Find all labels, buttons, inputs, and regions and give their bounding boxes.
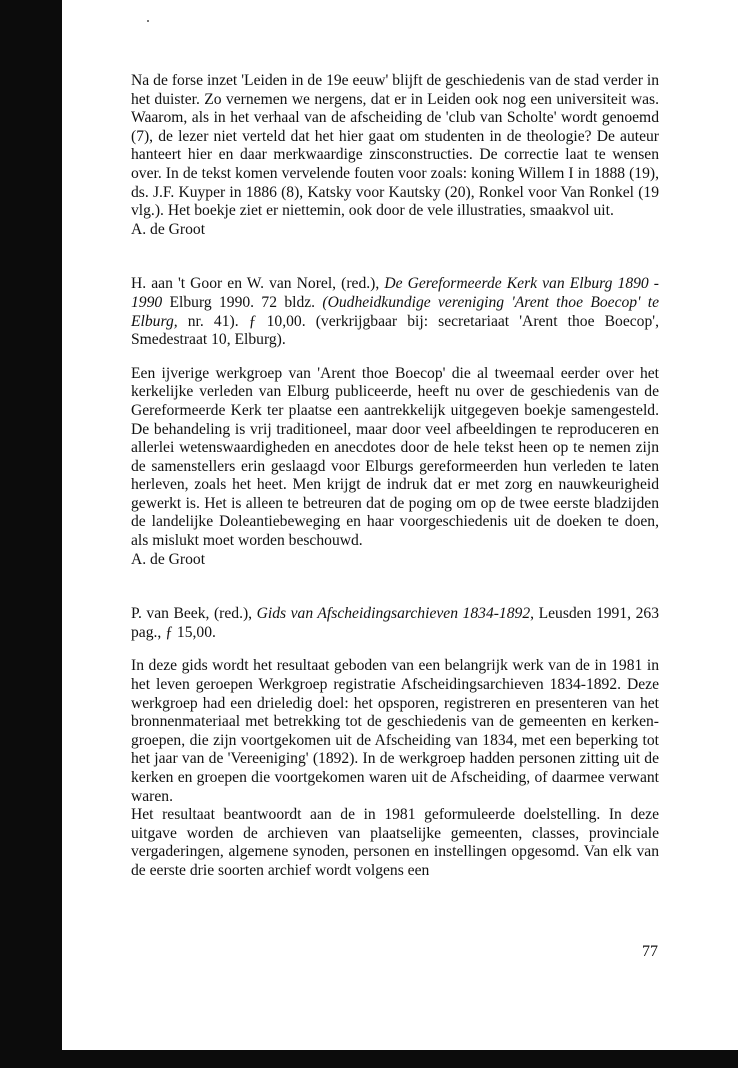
- reviewer-signature: A. de Groot: [131, 550, 206, 568]
- ref-authors: H. aan 't Goor en W. van Norel, (red.),: [131, 275, 385, 293]
- review-paragraph: Na de forse inzet 'Leiden in de 19e eeuw' blijft de geschiedenis van de stad verder in het duister. Zo vernemen we nergens, dat er in Leiden ook nog een universiteit was. Waarom, als in het verhaal van de afscheiding de 'club van Scholte' wordt genoemd (7), de lezer niet verteld dat het hier gaat om studenten in de theologie? De auteur hanteert hier en daar merkwaardige zinsconstructies. De correctie laat te wensen over. In de tekst komen vervelende fouten voor zoals: koning Willem I in 1888 (19), ds. J.F. Kuyper in 1886 (8), Katsky voor Kautsky (20), Ronkel voor Van Ronkel (19 vlg.). Het boekje ziet er niettemin, ook door de vele illustraties, smaakvol uit.: [131, 72, 659, 220]
- ref-authors: P. van Beek, (red.),: [131, 605, 257, 623]
- ref-series: (Oudheidkundige vereniging 'Arent thoe Boecop' te Elburg,: [131, 293, 659, 330]
- review-paragraph: Een ijverige werkgroep van 'Arent thoe Boecop' die al tweemaal eerder over het kerkelijke verleden van Elburg publiceerde, heeft nu over de geschiedenis van de Gereformeerde Kerk ter plaatse een aantrekkelijk uitgegeven boekje samengesteld. De behandeling is vrij traditioneel, maar door veel afbeeldingen te reproduceren en allerlei wetenswaardigheden en anecdotes door de hele tekst heen op te nemen zijn de samenstellers erin geslaagd voor Elburgs gereformeerden hun verleden te laten herleven, zoals het heet. Men krijgt de indruk dat er met zorg en nauwkeurigheid gewerkt is. Het is alleen te betreuren dat de poging om op de twee eerste bladzijden de landelijke Doleantiebeweging en haar voorgeschiedenis uit de doeken te doen, als mislukt moet worden beschouwd.: [131, 364, 659, 550]
- review-leiden: [131, 72, 659, 239]
- page-body: [131, 72, 659, 881]
- ref-title: Gids van Afscheidingsarchieven 1834-1892: [256, 605, 531, 623]
- review-paragraph-continued: Het resultaat beantwoordt aan de in 1981 geformuleerde doelstelling. In deze uitgave worden de archieven van plaatselijke gemeenten, classes, provinciale vergaderingen, algemene synoden, personen en instellingen opgesomd. Van elk van de eerste drie soorten archief wordt volgens een: [131, 806, 659, 879]
- book-reference: [131, 605, 659, 642]
- review-afscheiding: [131, 605, 659, 880]
- ref-details: , Leusden 1991, 263 pag., ƒ 15,00.: [131, 605, 659, 641]
- scan-speck: [147, 20, 149, 22]
- review-paragraph: In deze gids wordt het resultaat geboden van een belangrijk werk van de in 1981 in het leven geroepen Werkgroep registratie Afscheidingsarchieven 1834-1892. Deze werkgroep had een drieledig doel: het opsporen, registreren en presenteren van het bronnenmateriaal met betrekking tot de geschiedenis van de gemeenten en kerken-groepen, die zijn voortgekomen uit de Afscheiding van 1834, met een beperking tot het jaar van de 'Vereeniging' (1892). In de werkgroep hadden personen zitting uit de kerken en groepen die voortgekomen waren uit de Afscheiding, of daarmee verwant waren.: [131, 657, 659, 805]
- ref-publication: Elburg 1990. 72 bldz.: [162, 293, 323, 311]
- scan-border-left: [0, 0, 62, 1068]
- reviewer-signature: A. de Groot: [131, 220, 206, 238]
- book-reference: [131, 275, 659, 349]
- review-elburg: [131, 275, 659, 569]
- scan-border-bottom: [62, 1050, 738, 1068]
- ref-title: De Gereformeerde Kerk van Elburg 1890 - 1990: [131, 275, 659, 311]
- page-number: 77: [642, 943, 658, 960]
- ref-details: nr. 41). ƒ 10,00. (verkrijgbaar bij: secretariaat 'Arent thoe Boecop', Smedestraat 10, Elburg).: [131, 312, 659, 349]
